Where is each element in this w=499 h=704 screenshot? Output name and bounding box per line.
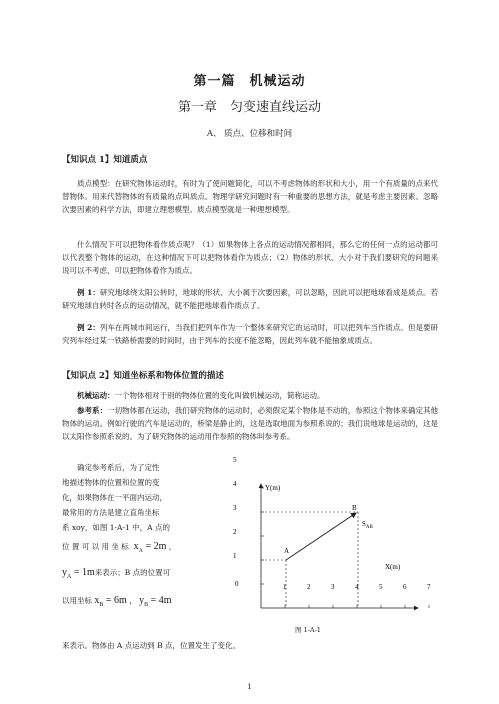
x-axis-label: X(m) — [385, 563, 401, 571]
coord-line-3: 化，如果物体在一平面内运动， — [62, 493, 167, 502]
mechanical-motion-text: 一个物体相对于别的物体位置的变化叫做机械运动，简称运动。 — [114, 391, 325, 400]
coord-final-line: 来表示。物体由 A 点运动到 B 点，位置发生了变化。 — [62, 641, 240, 650]
x-tick-label: 4 — [355, 583, 359, 591]
example-1-text: 研究地球绕太阳公转时，地球的形状、大小属于次要因素，可以忽略，因此可以把地球看成是质点。若研究地球自转时各点的运动情况，就不能把地球看作质点了。 — [62, 288, 438, 310]
y-tick-label: 2 — [233, 528, 237, 536]
reference-frame-text: 一切物体都在运动，我们研究物体的运动时，必须假定某个物体是不动的，参照这个物体来确定其他物体的运动。例如行驶的汽车是运动的，桥梁是静止的，这是选取地面为参照系说的；我们说地球是运动的，这是以太阳作参照系说的。为了研究物体的运动用作参照的物体叫参考系。 — [62, 406, 439, 441]
y-tick-label: 5 — [233, 456, 237, 464]
y-axis-label: Y(m) — [265, 484, 281, 492]
coordinate-paragraph — [62, 460, 212, 613]
kp2-paragraph-1 — [62, 389, 438, 402]
point-a-label: A — [284, 547, 290, 555]
kp2-paragraph-2 — [62, 404, 438, 443]
y-tick-label: 1 — [233, 552, 237, 560]
figure-caption: 图 1-A-1 — [295, 626, 321, 634]
example-1-label: 例 1： — [77, 288, 100, 297]
x-tick-label: 3 — [331, 583, 335, 591]
y-tick-label: 4 — [233, 480, 237, 488]
x-a-equation: $x_A = 2m$ — [133, 541, 167, 554]
y-a-equation: $y_A = 1m$ — [62, 567, 95, 580]
coord-line-1: 确定参考系后，为了定性 — [77, 463, 160, 472]
coordinate-figure — [228, 456, 431, 626]
x-tick-labels — [283, 583, 431, 608]
y-tick-labels — [233, 456, 264, 584]
coord-line-4: 最常用的方法是建立直角坐标 — [62, 508, 160, 517]
x-tick-label: 7 — [427, 583, 431, 591]
kp1-paragraph-1: 质点模型：在研究物体运动时，有时为了使问题简化，可以不考虑物体的形状和大小，用一个有质量的点来代替物体。用来代替物体的有质量的点叫质点。物理学研究问题时有一种重要的思想方法，就是考虑主要因素、忽略次要因素的科学方法，即建立理想模型。质点模型就是一种理想模型。 — [62, 179, 438, 214]
x-tick-label: 2 — [307, 583, 311, 591]
x-tick-label: 6 — [403, 583, 407, 591]
example-2-label: 例 2： — [77, 323, 100, 332]
x-tick-label: 5 — [379, 583, 383, 591]
coord-line-6: 位 置 可 以 用 坐 标 $x_A = 2m$ ， — [62, 541, 177, 554]
chapter-title: 第一章 匀变速直线运动 — [177, 100, 321, 115]
coord-line-7: $y_A = 1m$来表示；B 点的位置可 — [62, 567, 171, 580]
mechanical-motion-label: 机械运动： — [77, 391, 115, 400]
part-title: 第一篇 机械运动 — [193, 74, 306, 89]
knowledge-point-2-heading: 【知识点 2】知道坐标系和物体位置的描述 — [62, 371, 224, 381]
x-b-equation: $x_B = 6m$ — [94, 595, 127, 608]
y-b-equation: $y_B = 4m$ — [139, 595, 172, 608]
coord-line-2: 地描述物体的位置和位置的变 — [62, 478, 160, 487]
page-number: 1 — [247, 683, 252, 691]
knowledge-point-1-heading: 【知识点 1】知道质点 — [62, 155, 148, 165]
y-tick-label: 3 — [233, 504, 237, 512]
displacement-vector — [286, 513, 356, 560]
point-b-label: B — [352, 504, 357, 512]
example-2-text: 列车在两城市间运行，当我们把列车作为一个整体来研究它的运动时，可以把列车当作质点。但是要研究列车经过某一铁路桥需要的时间时，由于列车的长度不能忽略，因此列车就不能抽象成质点。 — [62, 323, 438, 345]
vector-label: $S_{AB}$ — [362, 520, 373, 530]
kp1-example-2 — [62, 321, 438, 347]
kp1-paragraph-2: 什么情况下可以把物体看作质点呢？（1）如果物体上各点的运动情况都相同，那么它的任何一点的运动都可以代表整个物体的运动，在这种情况下可以把物体看作为质点；（2）物体的形状、大小对于我们要研究的问题来说可以不考虑，可以把物体看作为质点。 — [62, 240, 438, 275]
kp1-example-1 — [62, 286, 438, 312]
origin-label: 0 — [235, 580, 239, 588]
coord-line-8: 以用坐标 $x_B = 6m$ ， $y_B = 4m$ — [62, 595, 172, 608]
x-tick-label: 1 — [283, 583, 287, 591]
coord-line-5: 系 xoy，如图 1-A-1 中，A 点的 — [62, 523, 170, 532]
reference-frame-label: 参考系： — [77, 406, 108, 415]
section-title: A、 质点、位移和时间 — [206, 129, 293, 139]
